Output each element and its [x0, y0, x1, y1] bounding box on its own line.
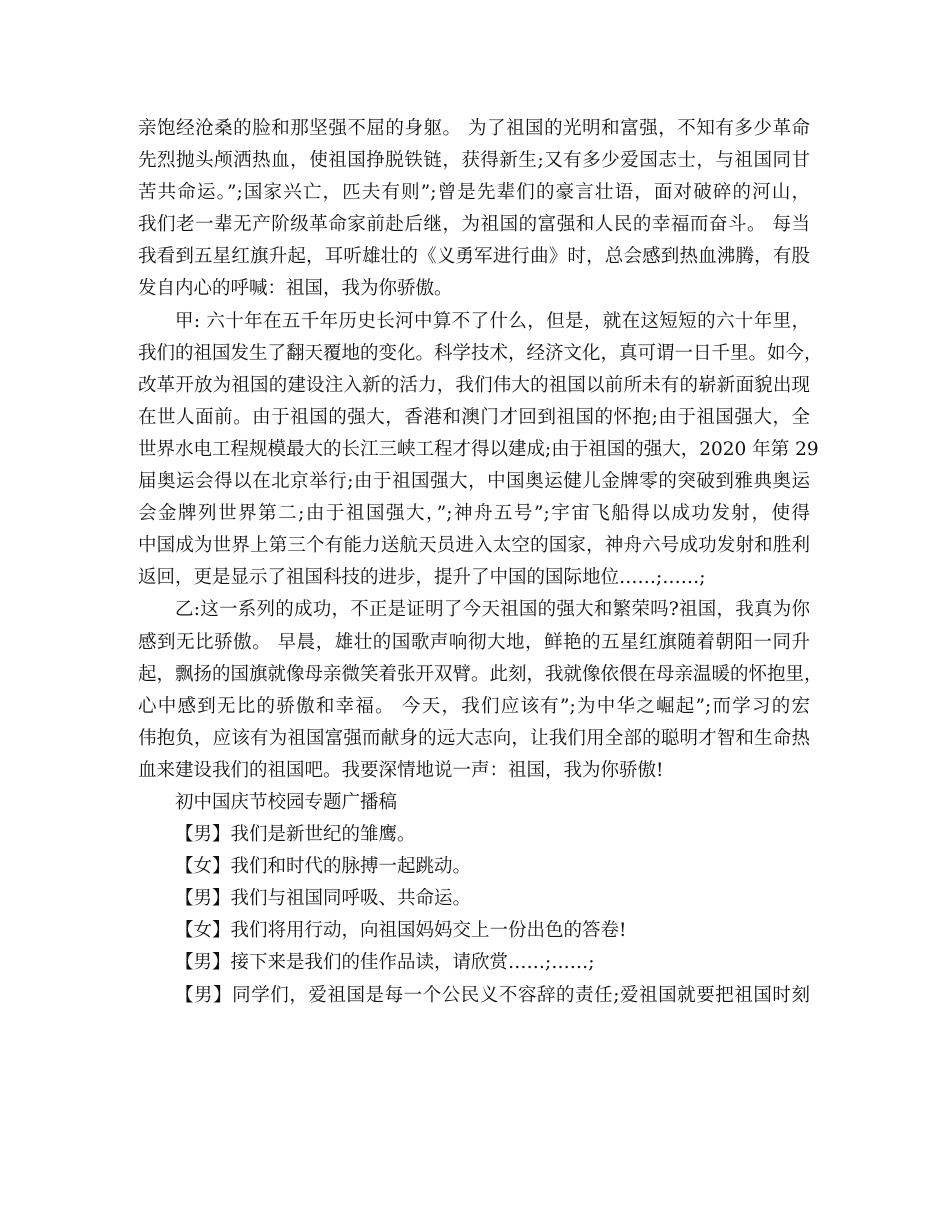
text-line: 【男】接下来是我们的佳作品读，请欣赏……;……; [175, 952, 595, 974]
text-line: 初中国庆节校园专题广播稿 [175, 791, 398, 813]
text-line: 甲: 六十年在五千年历史长河中算不了什么，但是，就在这短短的六十年里， [175, 310, 810, 332]
text-line: 伟抱负，应该有为祖国富强而献身的远大志向，让我们用全部的聪明才智和生命热 [138, 727, 810, 749]
text-line: 在世人面前。由于祖国的强大，香港和澳门才回到祖国的怀抱;由于祖国强大，全 [138, 406, 810, 428]
text-line: 先烈抛头颅洒热血，使祖国挣脱铁链，获得新生;又有多少爱国志士，与祖国同甘 [138, 150, 810, 172]
text-line: 亲饱经沧桑的脸和那坚强不屈的身躯。 为了祖国的光明和富强，不知有多少革命 [138, 118, 810, 139]
text-line: 感到无比骄傲。 早晨，雄壮的国歌声响彻大地，鲜艳的五星红旗随着朝阳一同升 [138, 631, 810, 653]
text-line: 发自内心的呼喊：祖国，我为你骄傲。 [138, 278, 453, 300]
text-line: 起，飘扬的国旗就像母亲微笑着张开双臂。此刻，我就像依偎在母亲温暖的怀抱里， [138, 663, 823, 685]
text-line: 【男】同学们，爱祖国是每一个公民义不容辞的责任;爱祖国就要把祖国时刻 [175, 984, 810, 1006]
text-line: 中国成为世界上第三个有能力送航天员进入太空的国家，神舟六号成功发射和胜利 [138, 535, 810, 557]
text-line: 世界水电工程规模最大的长江三峡工程才得以建成;由于祖国的强大，2020 年第 29 [138, 438, 819, 460]
text-line: 血来建设我们的祖国吧。我要深情地说一声：祖国，我为你骄傲! [138, 759, 664, 781]
text-line: 心中感到无比的骄傲和幸福。 今天，我们应该有”;为中华之崛起”;而学习的宏 [138, 695, 810, 717]
text-line: 【女】我们将用行动，向祖国妈妈交上一份出色的答卷! [175, 920, 627, 942]
document-body [138, 113, 823, 1012]
text-line: 苦共命运。”;国家兴亡，匹夫有则”;曾是先辈们的豪言壮语，面对破碎的河山， [138, 182, 810, 204]
text-line: 改革开放为祖国的建设注入新的活力，我们伟大的祖国以前所未有的崭新面貌出现 [138, 374, 810, 396]
text-line: 我看到五星红旗升起，耳听雄壮的《义勇军进行曲》时，总会感到热血沸腾，有股 [138, 246, 810, 268]
text-line: 【女】我们和时代的脉搏一起跳动。 [175, 856, 472, 878]
text-line: 返回，更是显示了祖国科技的进步，提升了中国的国际地位……;……; [138, 567, 706, 589]
text-line: 我们的祖国发生了翻天覆地的变化。科学技术，经济文化，真可谓一日千里。如今， [138, 342, 823, 364]
text-line: 会金牌列世界第二;由于祖国强大，”;神舟五号”;宇宙飞船得以成功发射，使得 [138, 503, 810, 525]
text-line: 届奥运会得以在北京举行;由于祖国强大，中国奥运健儿金牌零的突破到雅典奥运 [138, 471, 810, 493]
text-line: 【男】我们是新世纪的雏鹰。 [175, 824, 416, 846]
text-line: 【男】我们与祖国同呼吸、共命运。 [175, 888, 472, 910]
text-line: 乙:这一系列的成功，不正是证明了今天祖国的强大和繁荣吗?祖国，我真为你 [175, 599, 810, 621]
text-line: 我们老一辈无产阶级革命家前赴后继，为祖国的富强和人民的幸福而奋斗。 每当 [138, 214, 810, 236]
